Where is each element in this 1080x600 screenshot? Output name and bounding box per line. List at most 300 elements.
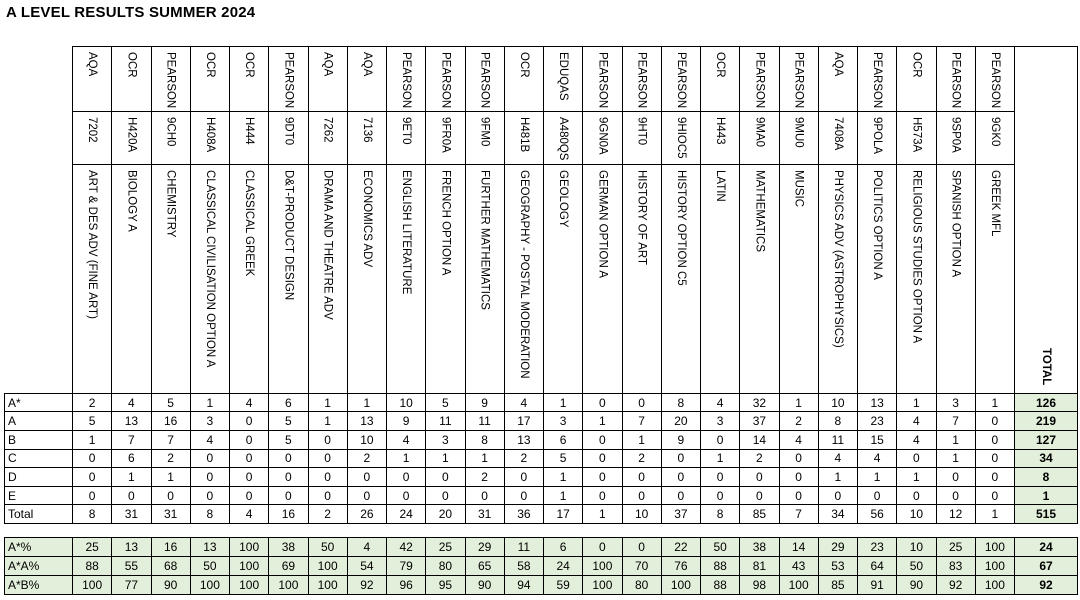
- grade-count-cell: 17: [504, 412, 543, 431]
- grade-count-cell: 2: [151, 449, 190, 468]
- subject-code: 9DT0: [282, 117, 295, 146]
- subject-board: PEARSON: [439, 52, 452, 109]
- subject-board: AQA: [86, 52, 99, 77]
- subject-code: 7262: [321, 117, 334, 143]
- subject-name: GERMAN OPTION A: [596, 169, 609, 278]
- grade-count-cell: 13: [858, 393, 897, 412]
- subject-board-cell: [936, 47, 975, 112]
- grade-total-cell: 219: [1015, 412, 1078, 431]
- subject-code: H443: [714, 117, 727, 145]
- subject-board: PEARSON: [282, 52, 295, 109]
- subject-name-cell: [701, 164, 740, 393]
- subject-board-cell: [897, 47, 936, 112]
- percentage-row: [5, 557, 1078, 576]
- grade-count-cell: 17: [544, 505, 583, 524]
- percentage-cell: 98: [740, 576, 779, 595]
- grade-label: C: [5, 449, 73, 468]
- grade-count-cell: 5: [544, 449, 583, 468]
- grade-count-cell: 6: [269, 393, 308, 412]
- grade-row: [5, 430, 1078, 449]
- grade-count-cell: 4: [897, 430, 936, 449]
- grade-count-cell: 0: [347, 486, 386, 505]
- grade-count-cell: 1: [583, 505, 622, 524]
- grade-count-cell: 2: [740, 449, 779, 468]
- subject-name-cell: [426, 164, 465, 393]
- subject-code: 9FM0: [478, 117, 491, 147]
- grade-count-cell: 0: [151, 486, 190, 505]
- percentage-cell: 64: [858, 557, 897, 576]
- grade-count-cell: 2: [504, 449, 543, 468]
- percentage-cell: 4: [347, 538, 386, 557]
- percentage-row: [5, 538, 1078, 557]
- subject-board-cell: [190, 47, 229, 112]
- subject-code: H573A: [910, 117, 923, 153]
- subject-code: 7408A: [831, 117, 844, 151]
- percentage-cell: 13: [190, 538, 229, 557]
- grade-count-cell: 0: [779, 486, 818, 505]
- subject-code-cell: [622, 112, 661, 164]
- subject-board: PEARSON: [596, 52, 609, 109]
- grade-count-cell: 0: [818, 486, 857, 505]
- grade-count-cell: 0: [975, 468, 1014, 487]
- percentage-cell: 85: [818, 576, 857, 595]
- grade-count-cell: 2: [465, 468, 504, 487]
- grade-count-cell: 14: [740, 430, 779, 449]
- percentage-cell: 91: [858, 576, 897, 595]
- subject-name-row: [5, 164, 1078, 393]
- percentage-cell: 81: [740, 557, 779, 576]
- subject-board-cell: [818, 47, 857, 112]
- subject-name: PHYSICS ADV (ASTROPHYSICS): [831, 169, 844, 348]
- percentage-cell: 14: [779, 538, 818, 557]
- grade-count-cell: 7: [622, 412, 661, 431]
- grade-count-cell: 10: [347, 430, 386, 449]
- percentage-label: A*A%: [5, 557, 73, 576]
- grade-count-cell: 15: [858, 430, 897, 449]
- grade-count-cell: 0: [740, 486, 779, 505]
- grade-count-cell: 0: [426, 468, 465, 487]
- subject-name-cell: [112, 164, 151, 393]
- subject-name-cell: [897, 164, 936, 393]
- grade-count-cell: 1: [308, 393, 347, 412]
- grade-count-cell: 26: [347, 505, 386, 524]
- subject-name-cell: [858, 164, 897, 393]
- percentage-cell: 25: [936, 538, 975, 557]
- grade-count-cell: 1: [544, 393, 583, 412]
- subject-name-cell: [387, 164, 426, 393]
- grade-count-cell: 9: [661, 430, 700, 449]
- subject-name-cell: [740, 164, 779, 393]
- grade-count-cell: 1: [897, 393, 936, 412]
- grade-count-cell: 4: [897, 412, 936, 431]
- grade-count-cell: 4: [230, 505, 269, 524]
- grade-count-cell: 4: [858, 449, 897, 468]
- subject-name: FRENCH OPTION A: [439, 169, 452, 276]
- grade-count-cell: 1: [190, 393, 229, 412]
- subject-code: 9GK0: [988, 117, 1001, 147]
- grade-count-cell: 3: [936, 393, 975, 412]
- grade-count-cell: 85: [740, 505, 779, 524]
- subject-board: OCR: [203, 52, 216, 78]
- subject-code-cell: [151, 112, 190, 164]
- grade-count-cell: 3: [544, 412, 583, 431]
- grade-count-cell: 6: [112, 449, 151, 468]
- subject-name-cell: [308, 164, 347, 393]
- grade-count-cell: 0: [622, 393, 661, 412]
- subject-board-cell: [740, 47, 779, 112]
- grade-count-cell: 0: [269, 468, 308, 487]
- grade-count-cell: 10: [897, 505, 936, 524]
- grade-label: A*: [5, 393, 73, 412]
- grade-count-cell: 1: [701, 449, 740, 468]
- subject-name: CLASSICAL GREEK: [243, 169, 256, 277]
- percentage-cell: 94: [504, 576, 543, 595]
- subject-board: OCR: [910, 52, 923, 78]
- grade-count-cell: 0: [897, 486, 936, 505]
- subject-board: PEARSON: [400, 52, 413, 109]
- subject-code: 9POLA: [871, 117, 884, 155]
- grade-count-cell: 0: [583, 449, 622, 468]
- grade-count-cell: 1: [151, 468, 190, 487]
- percentage-cell: 76: [661, 557, 700, 576]
- percentage-cell: 43: [779, 557, 818, 576]
- subject-board-cell: [544, 47, 583, 112]
- subject-code-cell: [387, 112, 426, 164]
- subject-code-cell: [73, 112, 112, 164]
- subject-name: MATHEMATICS: [753, 169, 766, 252]
- results-table: [4, 46, 1078, 524]
- subject-name: BIOLOGY A: [125, 169, 138, 232]
- subject-code-cell: [544, 112, 583, 164]
- grade-count-cell: 0: [583, 430, 622, 449]
- percentage-cell: 59: [544, 576, 583, 595]
- subject-board-cell: [622, 47, 661, 112]
- subject-board-cell: [426, 47, 465, 112]
- percentage-cell: 100: [975, 538, 1014, 557]
- percentage-cell: 100: [975, 576, 1014, 595]
- subject-board: PEARSON: [753, 52, 766, 109]
- grade-count-cell: 23: [858, 412, 897, 431]
- percentage-cell: 90: [897, 576, 936, 595]
- subject-name-cell: [975, 164, 1014, 393]
- grade-count-cell: 11: [818, 430, 857, 449]
- subject-code-cell: [347, 112, 386, 164]
- percentage-cell: 22: [661, 538, 700, 557]
- subject-board-cell: [269, 47, 308, 112]
- grade-count-cell: 5: [269, 412, 308, 431]
- percentage-cell: 50: [308, 538, 347, 557]
- grade-count-cell: 3: [426, 430, 465, 449]
- percentage-label: A*B%: [5, 576, 73, 595]
- subject-code-cell: [975, 112, 1014, 164]
- percentage-cell: 10: [897, 538, 936, 557]
- percentage-cell: 42: [387, 538, 426, 557]
- subject-code-cell: [858, 112, 897, 164]
- percentage-cell: 88: [73, 557, 112, 576]
- grade-count-cell: 8: [73, 505, 112, 524]
- grade-count-cell: 3: [701, 412, 740, 431]
- percentage-cell: 88: [701, 576, 740, 595]
- subject-board: PEARSON: [949, 52, 962, 109]
- percentage-cell: 38: [269, 538, 308, 557]
- grade-count-cell: 0: [269, 486, 308, 505]
- grade-count-cell: 7: [151, 430, 190, 449]
- percentage-cell: 100: [583, 557, 622, 576]
- subject-board: EDUQAS: [557, 52, 570, 101]
- grade-count-cell: 5: [151, 393, 190, 412]
- grade-count-cell: 1: [73, 430, 112, 449]
- percentage-cell: 53: [818, 557, 857, 576]
- total-header-cell: [1015, 47, 1078, 394]
- grade-count-cell: 0: [308, 430, 347, 449]
- percentage-cell: 25: [73, 538, 112, 557]
- grade-count-cell: 0: [975, 449, 1014, 468]
- subject-code: 9SP0A: [949, 117, 962, 154]
- percentage-cell: 90: [151, 576, 190, 595]
- grade-row: [5, 412, 1078, 431]
- grade-count-cell: 7: [936, 412, 975, 431]
- subject-code-cell: [112, 112, 151, 164]
- grade-count-cell: 37: [740, 412, 779, 431]
- subject-board-cell: [230, 47, 269, 112]
- grade-label: A: [5, 412, 73, 431]
- grade-count-cell: 8: [818, 412, 857, 431]
- subject-code-cell: [740, 112, 779, 164]
- grade-count-cell: 0: [504, 486, 543, 505]
- grade-count-cell: 9: [387, 412, 426, 431]
- subject-code-cell: [308, 112, 347, 164]
- subject-code-cell: [661, 112, 700, 164]
- grade-count-cell: 0: [426, 486, 465, 505]
- grade-count-cell: 2: [347, 449, 386, 468]
- subject-name-cell: [779, 164, 818, 393]
- grade-count-cell: 11: [465, 412, 504, 431]
- grade-count-cell: 1: [975, 393, 1014, 412]
- grade-label: E: [5, 486, 73, 505]
- subject-board-cell: [347, 47, 386, 112]
- subject-code: 9HT0: [635, 117, 648, 146]
- subject-board: PEARSON: [871, 52, 884, 109]
- grade-count-cell: 1: [112, 468, 151, 487]
- subject-name-cell: [622, 164, 661, 393]
- subject-code-cell: [269, 112, 308, 164]
- grade-count-cell: 0: [583, 468, 622, 487]
- header-blank-cell: [5, 47, 73, 394]
- grade-count-cell: 8: [661, 393, 700, 412]
- subject-board: AQA: [831, 52, 844, 77]
- percentage-cell: 100: [779, 576, 818, 595]
- subject-name-cell: [504, 164, 543, 393]
- percentage-cell: 100: [269, 576, 308, 595]
- subject-board: OCR: [517, 52, 530, 78]
- subject-board-cell: [112, 47, 151, 112]
- percentage-cell: 50: [190, 557, 229, 576]
- subject-code: H408A: [203, 117, 216, 153]
- grade-count-cell: 24: [387, 505, 426, 524]
- grade-count-cell: 13: [347, 412, 386, 431]
- grade-count-cell: 56: [858, 505, 897, 524]
- percentage-cell: 6: [544, 538, 583, 557]
- percentage-cell: 100: [583, 576, 622, 595]
- percentage-cell: 80: [426, 557, 465, 576]
- percentage-cell: 54: [347, 557, 386, 576]
- grade-count-cell: 5: [73, 412, 112, 431]
- grade-count-cell: 0: [779, 449, 818, 468]
- grade-count-cell: 10: [622, 505, 661, 524]
- grade-count-cell: 4: [112, 393, 151, 412]
- grade-count-cell: 34: [818, 505, 857, 524]
- percentage-cell: 100: [230, 557, 269, 576]
- percentage-total-cell: 67: [1015, 557, 1078, 576]
- grade-count-cell: 20: [426, 505, 465, 524]
- percentage-table: [4, 537, 1078, 595]
- grade-count-cell: 7: [112, 430, 151, 449]
- subject-name: ART & DES ADV (FINE ART): [86, 169, 99, 319]
- grade-count-cell: 1: [347, 393, 386, 412]
- subject-code-cell: [465, 112, 504, 164]
- subject-board-cell: [701, 47, 740, 112]
- grade-count-cell: 1: [936, 430, 975, 449]
- grade-count-cell: 0: [975, 412, 1014, 431]
- subject-name: MUSIC: [792, 169, 805, 207]
- subject-code: 7136: [360, 117, 373, 143]
- percentage-cell: 38: [740, 538, 779, 557]
- grade-count-cell: 2: [73, 393, 112, 412]
- subject-name: D&T-PRODUCT DESIGN: [282, 169, 295, 300]
- grade-count-cell: 0: [701, 430, 740, 449]
- grade-count-cell: 0: [701, 486, 740, 505]
- subject-board: OCR: [243, 52, 256, 78]
- subject-code-cell: [426, 112, 465, 164]
- grade-count-cell: 0: [230, 430, 269, 449]
- grade-count-cell: 10: [818, 393, 857, 412]
- grade-count-cell: 11: [426, 412, 465, 431]
- grade-count-cell: 8: [465, 430, 504, 449]
- grade-count-cell: 16: [151, 412, 190, 431]
- percentage-cell: 100: [73, 576, 112, 595]
- subject-board-cell: [465, 47, 504, 112]
- subject-name: DRAMA AND THEATRE ADV: [321, 169, 334, 320]
- grade-total-cell: 127: [1015, 430, 1078, 449]
- grade-count-cell: 6: [544, 430, 583, 449]
- grade-count-cell: 1: [544, 486, 583, 505]
- subject-board: AQA: [321, 52, 334, 77]
- subject-name: ENGLISH LITERATURE: [400, 169, 413, 295]
- grade-count-cell: 0: [858, 486, 897, 505]
- subject-code-cell: [779, 112, 818, 164]
- subject-board-cell: [387, 47, 426, 112]
- grade-label: D: [5, 468, 73, 487]
- grade-count-cell: 31: [465, 505, 504, 524]
- grade-label: B: [5, 430, 73, 449]
- percentage-cell: 100: [230, 576, 269, 595]
- percentage-cell: 70: [622, 557, 661, 576]
- subject-name-cell: [544, 164, 583, 393]
- grade-count-cell: 1: [818, 468, 857, 487]
- grade-row: [5, 468, 1078, 487]
- subject-name: GEOLOGY: [557, 169, 570, 228]
- subject-name-cell: [73, 164, 112, 393]
- grade-count-cell: 2: [622, 449, 661, 468]
- subject-code: 9ET0: [400, 117, 413, 145]
- grade-count-cell: 0: [975, 486, 1014, 505]
- percentage-cell: 92: [347, 576, 386, 595]
- grade-count-cell: 31: [112, 505, 151, 524]
- percentage-cell: 16: [151, 538, 190, 557]
- grade-count-cell: 0: [73, 486, 112, 505]
- grade-count-cell: 13: [112, 412, 151, 431]
- subject-code: 9CH0: [164, 117, 177, 147]
- grade-count-cell: 4: [230, 393, 269, 412]
- percentage-total-cell: 92: [1015, 576, 1078, 595]
- percentage-cell: 58: [504, 557, 543, 576]
- grade-count-cell: 0: [308, 449, 347, 468]
- grade-count-cell: 1: [544, 468, 583, 487]
- subject-code: H420A: [125, 117, 138, 153]
- subject-name-cell: [818, 164, 857, 393]
- grade-count-cell: 3: [190, 412, 229, 431]
- subject-name: LATIN: [714, 169, 727, 202]
- grade-count-cell: 2: [779, 412, 818, 431]
- grade-total-cell: 126: [1015, 393, 1078, 412]
- subject-name-cell: [230, 164, 269, 393]
- grade-count-cell: 0: [936, 486, 975, 505]
- grade-count-cell: 0: [308, 486, 347, 505]
- subject-name: RELIGIOUS STUDIES OPTION A: [910, 169, 923, 343]
- subject-code: H481B: [517, 117, 530, 153]
- subject-name-cell: [661, 164, 700, 393]
- grade-count-cell: 0: [936, 468, 975, 487]
- grade-count-cell: 0: [73, 468, 112, 487]
- percentage-cell: 25: [426, 538, 465, 557]
- subject-code-cell: [818, 112, 857, 164]
- grade-count-cell: 0: [661, 486, 700, 505]
- percentage-cell: 100: [661, 576, 700, 595]
- percentage-label: A*%: [5, 538, 73, 557]
- grade-count-cell: 0: [661, 468, 700, 487]
- percentage-total-cell: 24: [1015, 538, 1078, 557]
- subject-board: PEARSON: [164, 52, 177, 109]
- subject-code: H444: [243, 117, 256, 145]
- subject-board: PEARSON: [792, 52, 805, 109]
- grade-total-cell: 8: [1015, 468, 1078, 487]
- subject-name: ECONOMICS ADV: [360, 169, 373, 267]
- grade-count-cell: 1: [465, 449, 504, 468]
- subject-board-cell: [308, 47, 347, 112]
- grade-total-cell: 1: [1015, 486, 1078, 505]
- subject-name: GREEK MFL: [988, 169, 1001, 237]
- percentage-cell: 100: [190, 576, 229, 595]
- percentage-cell: 80: [622, 576, 661, 595]
- subject-code-cell: [583, 112, 622, 164]
- grade-count-cell: 0: [112, 486, 151, 505]
- grade-count-cell: 4: [818, 449, 857, 468]
- grade-count-cell: 16: [269, 505, 308, 524]
- subject-board-cell: [583, 47, 622, 112]
- grade-total-cell: 34: [1015, 449, 1078, 468]
- grade-total-cell: 515: [1015, 505, 1078, 524]
- percentage-cell: 55: [112, 557, 151, 576]
- subject-board: OCR: [714, 52, 727, 78]
- percentage-cell: 11: [504, 538, 543, 557]
- grade-count-cell: 0: [897, 449, 936, 468]
- grade-count-cell: 0: [779, 468, 818, 487]
- percentage-cell: 100: [975, 557, 1014, 576]
- subject-name: CHEMISTRY: [164, 169, 177, 238]
- percentage-row: [5, 576, 1078, 595]
- grade-count-cell: 31: [151, 505, 190, 524]
- grade-count-cell: 0: [387, 486, 426, 505]
